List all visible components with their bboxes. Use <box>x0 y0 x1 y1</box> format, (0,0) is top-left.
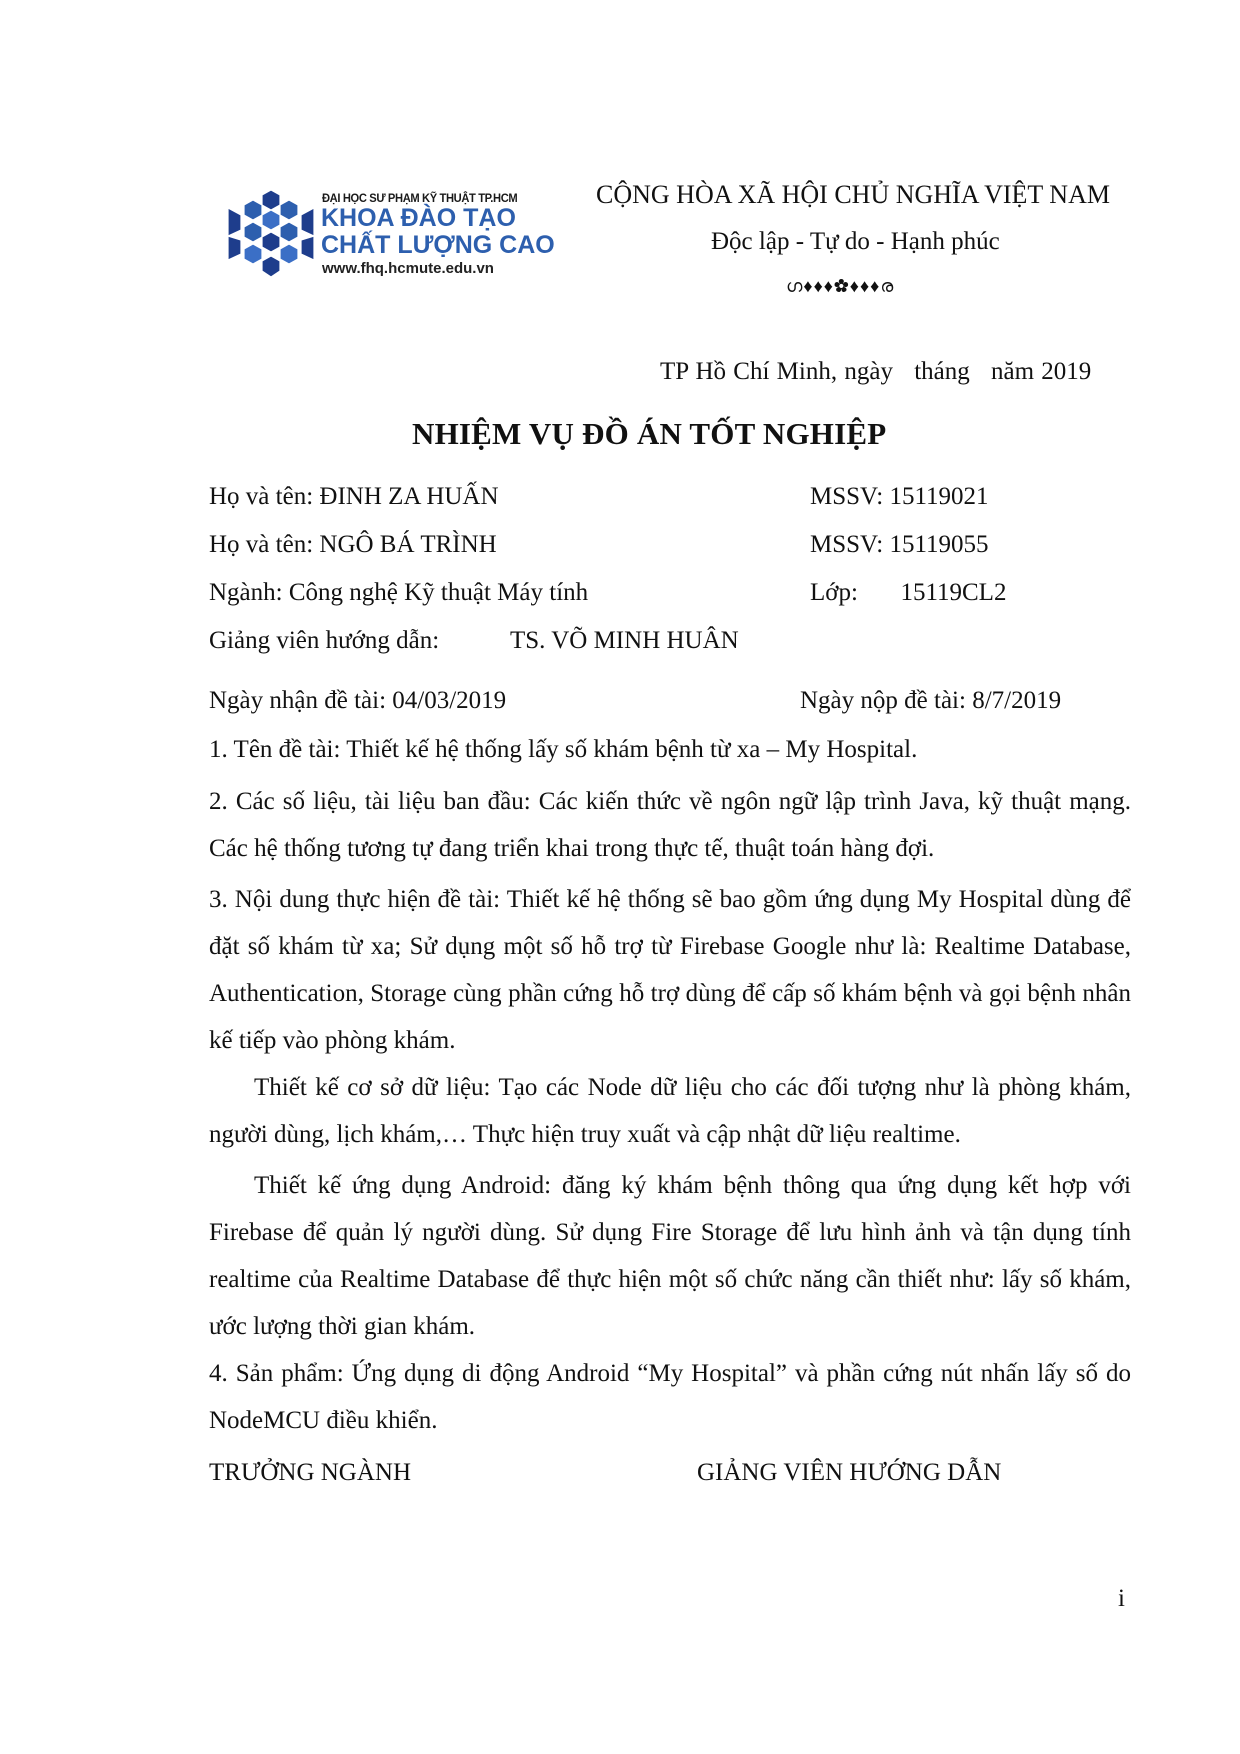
hexagon-logo-icon <box>226 188 316 280</box>
place-date-line <box>660 358 1091 386</box>
section-2-materials: 2. Các số liệu, tài liệu ban đầu: Các kiến thức về ngôn ngữ lập trình Java, kỹ thuật mạng. Các hệ thống tương tự đang triển khai trong thực tế, thuật toán hàng đợi. <box>209 788 1131 862</box>
logo-faculty-line1: KHOA ĐÀO TẠO <box>321 204 516 232</box>
student1-name: ĐINH ZA HUẤN <box>319 483 499 510</box>
student2-id-label: MSSV: <box>810 531 884 558</box>
class-label: Lớp: <box>810 579 858 606</box>
year-label: năm 2019 <box>991 358 1092 385</box>
major-value: Công nghệ Kỹ thuật Máy tính <box>288 579 589 606</box>
national-title: CỘNG HÒA XÃ HỘI CHỦ NGHĨA VIỆT NAM <box>596 180 1110 209</box>
major-row <box>209 578 588 608</box>
student2-label: Họ và tên: <box>209 531 314 558</box>
section-3-content: 3. Nội dung thực hiện đề tài: Thiết kế hệ thống sẽ bao gồm ứng dụng My Hospital dùng để đặt số khám từ xa; Sử dụng một số hỗ trợ từ Firebase Google như là: Realtime Database, Authentication, Storage cùng phần cứng hỗ trợ dùng để cấp số khám bệnh và gọi bệnh nhân kế tiếp vào phòng khám. <box>209 886 1131 1054</box>
student1-id-row <box>810 482 989 512</box>
section-3-database-design: Thiết kế cơ sở dữ liệu: Tạo các Node dữ liệu cho các đối tượng như là phòng khám, người dùng, lịch khám,… Thực hiện truy xuất và cập nhật dữ liệu realtime. <box>209 1074 1131 1148</box>
month-label: tháng <box>914 358 970 385</box>
section-3-android-design: Thiết kế ứng dụng Android: đăng ký khám bệnh thông qua ứng dụng kết hợp với Firebase để quản lý người dùng. Sử dụng Fire Storage để lưu hình ảnh và tận dụng tính realtime của Realtime Database để thực hiện một số chức năng cần thiết như: lấy số khám, ước lượng thời gian khám. <box>209 1172 1131 1340</box>
student1-row <box>209 482 499 512</box>
signature-advisor: GIẢNG VIÊN HƯỚNG DẪN <box>697 1459 1002 1486</box>
class-row <box>810 578 1006 608</box>
signature-head-of-major: TRƯỞNG NGÀNH <box>209 1459 412 1486</box>
submitted-date-row <box>800 686 1061 716</box>
logo-website: www.fhq.hcmute.edu.vn <box>322 260 494 277</box>
place-label: TP Hồ Chí Minh, <box>660 358 838 385</box>
student1-label: Họ và tên: <box>209 483 314 510</box>
ornament-divider-icon: ഗ♦♦♦✿♦♦♦ര <box>786 276 895 296</box>
received-date-label: Ngày nhận đề tài: <box>209 687 387 714</box>
student2-row <box>209 530 497 560</box>
student2-id-row <box>810 530 989 560</box>
submitted-date-label: Ngày nộp đề tài: <box>800 687 966 714</box>
student2-id: 15119055 <box>889 531 989 558</box>
advisor-name: TS. VÕ MINH HUÂN <box>510 627 739 654</box>
national-motto: Độc lập - Tự do - Hạnh phúc <box>711 228 1000 255</box>
section-4-product: 4. Sản phẩm: Ứng dụng di động Android “My Hospital” và phần cứng nút nhấn lấy số do NodeMCU điều khiển. <box>209 1360 1131 1434</box>
page-number: i <box>1118 1585 1125 1612</box>
received-date-row <box>209 686 506 716</box>
student2-name: NGÔ BÁ TRÌNH <box>319 531 497 558</box>
student1-id: 15119021 <box>889 483 989 510</box>
logo-university-name: ĐẠI HỌC SƯ PHẠM KỸ THUẬT TP.HCM <box>322 191 518 205</box>
student1-id-label: MSSV: <box>810 483 884 510</box>
faculty-logo <box>226 186 556 282</box>
major-label: Ngành: <box>209 579 283 606</box>
section-1-topic: 1. Tên đề tài: Thiết kế hệ thống lấy số khám bệnh từ xa – My Hospital. <box>209 736 918 763</box>
day-label: ngày <box>844 358 893 385</box>
class-value: 15119CL2 <box>900 579 1007 606</box>
received-date-value: 04/03/2019 <box>392 687 507 714</box>
logo-faculty-line2: CHẤT LƯỢNG CAO <box>321 231 555 259</box>
advisor-label: Giảng viên hướng dẫn: <box>209 627 440 654</box>
document-title: NHIỆM VỤ ĐỒ ÁN TỐT NGHIỆP <box>412 416 887 451</box>
submitted-date-value: 8/7/2019 <box>972 687 1062 714</box>
